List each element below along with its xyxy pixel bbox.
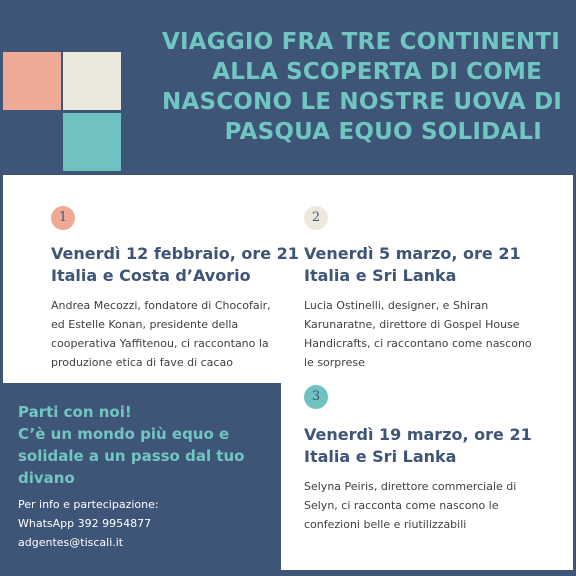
event-description bbox=[304, 296, 532, 372]
decor-square-cream bbox=[63, 52, 121, 110]
decor-square-teal bbox=[63, 113, 121, 171]
event-number-badge: 3 bbox=[304, 385, 328, 409]
event-description bbox=[51, 296, 271, 372]
contact-whatsapp: WhatsApp 392 9954877 bbox=[18, 517, 152, 530]
event-description-line: Handicrafts, ci raccontano come nascono bbox=[304, 337, 532, 350]
event-title bbox=[304, 243, 521, 287]
event-description-line: Selyn, ci racconta come nascono le bbox=[304, 499, 499, 512]
event-description-line: ed Estelle Konan, presidente della bbox=[51, 318, 239, 331]
contact-email: adgentes@tiscali.it bbox=[18, 536, 124, 549]
contact-info bbox=[18, 495, 159, 552]
event-description-line: Karunaratne, direttore di Gospel House bbox=[304, 318, 520, 331]
event-title bbox=[304, 424, 532, 468]
event-description-line: Andrea Mecozzi, fondatore di Chocofair, bbox=[51, 299, 271, 312]
event-description-line: le sorprese bbox=[304, 356, 365, 369]
event-date: Venerdì 12 febbraio, ore 21 bbox=[51, 244, 299, 263]
page-title bbox=[162, 27, 563, 147]
event-number-badge: 2 bbox=[304, 206, 328, 230]
event-description-line: confezioni belle e riutilizzabili bbox=[304, 518, 467, 531]
title-line: PASQUA EQUO SOLIDALI bbox=[224, 119, 542, 145]
event-location: Italia e Costa d’Avorio bbox=[51, 266, 251, 285]
cta-line: C’è un mondo più equo e bbox=[18, 425, 230, 443]
event-description-line: Lucia Ostinelli, designer, e Shiran bbox=[304, 299, 489, 312]
decor-square-peach bbox=[3, 52, 61, 110]
call-to-action bbox=[18, 401, 276, 489]
title-line: ALLA SCOPERTA DI COME bbox=[212, 59, 542, 85]
title-line: NASCONO LE NOSTRE UOVA DI bbox=[162, 89, 563, 115]
title-line: VIAGGIO FRA TRE CONTINENTI bbox=[162, 29, 560, 55]
event-description-line: cooperativa Yaffitenou, ci raccontano la bbox=[51, 337, 269, 350]
cta-line: solidale a un passo dal tuo bbox=[18, 447, 245, 465]
event-date: Venerdì 19 marzo, ore 21 bbox=[304, 425, 532, 444]
cta-line: Parti con noi! bbox=[18, 403, 132, 421]
event-description-line: Selyna Peiris, direttore commerciale di bbox=[304, 480, 517, 493]
contact-heading: Per info e partecipazione: bbox=[18, 498, 159, 511]
event-description bbox=[304, 477, 516, 534]
event-title bbox=[51, 243, 299, 287]
event-location: Italia e Sri Lanka bbox=[304, 266, 457, 285]
event-date: Venerdì 5 marzo, ore 21 bbox=[304, 244, 521, 263]
cta-line: divano bbox=[18, 469, 75, 487]
event-location: Italia e Sri Lanka bbox=[304, 447, 457, 466]
event-number-badge: 1 bbox=[51, 206, 75, 230]
event-description-line: produzione etica di fave di cacao bbox=[51, 356, 233, 369]
